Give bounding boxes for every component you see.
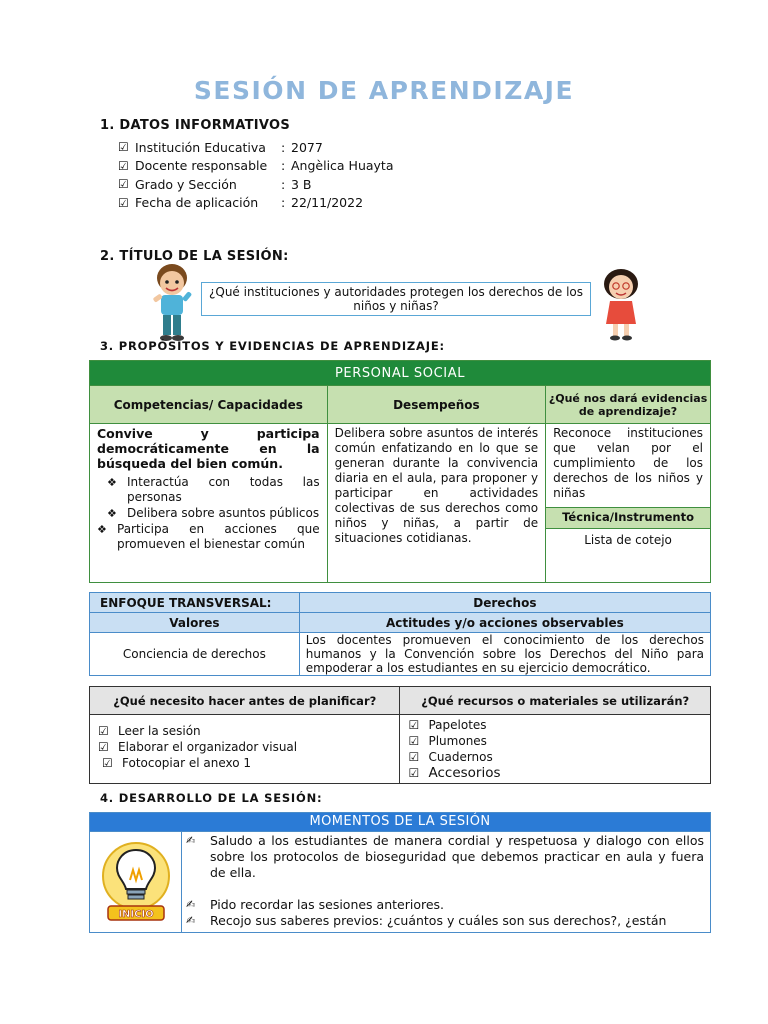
enfoque-value: Derechos: [299, 593, 710, 613]
capacidad-text: Participa en acciones que promueven el bienestar común: [117, 522, 320, 551]
tecnica-value: Lista de cotejo: [584, 533, 672, 547]
evidencias-cell: [546, 424, 711, 583]
diamond-bullet-icon: ❖: [97, 523, 107, 536]
enfoque-table: [89, 592, 711, 676]
boy-illustration: [146, 262, 198, 344]
checkbox-icon: ☑: [408, 766, 420, 780]
recursos-list: [400, 715, 711, 784]
list-item-text: Leer la sesión: [118, 724, 201, 738]
list-item: [98, 755, 391, 771]
info-separator: :: [281, 195, 286, 211]
valor-cell: Conciencia de derechos: [90, 633, 300, 676]
section-datos-heading: 1. DATOS INFORMATIVOS: [100, 118, 291, 133]
diamond-bullet-icon: ❖: [107, 507, 117, 520]
competencias-cell: [90, 424, 328, 583]
list-item-text: Plumones: [428, 734, 487, 748]
list-item-text: Elaborar el organizador visual: [118, 740, 298, 754]
info-value: 3 B: [291, 176, 312, 192]
checkbox-icon: ☑: [118, 177, 129, 192]
capacidad-item: [97, 522, 320, 552]
pen-icon: ✍: [186, 898, 196, 911]
antes-list: [90, 715, 400, 784]
datos-informativos-list: [118, 138, 394, 212]
info-label: Grado y Sección: [135, 176, 237, 192]
checkbox-icon: ☑: [98, 740, 109, 754]
list-item: [408, 717, 702, 733]
planning-table: [89, 686, 711, 784]
list-item: [408, 733, 702, 749]
area-header: PERSONAL SOCIAL: [90, 361, 711, 386]
checkbox-icon: ☑: [102, 756, 113, 770]
checkbox-icon: ☑: [98, 724, 109, 738]
tecnica-label: Técnica/Instrumento: [546, 507, 710, 529]
inicio-label: INICIO: [117, 908, 154, 920]
list-item: [186, 913, 704, 929]
info-row: [118, 175, 394, 194]
list-item-text: Fotocopiar el anexo 1: [122, 756, 252, 770]
inicio-content: [182, 832, 711, 933]
section-titulo-heading: 2. TÍTULO DE LA SESIÓN:: [100, 249, 289, 264]
info-row: [118, 138, 394, 157]
col-competencias: Competencias/ Capacidades: [90, 386, 328, 424]
list-item-text: Saludo a los estudiantes de manera cordial y respetuosa y dialogo con ellos sobre los protocolos de bioseguridad que debemos practicar en aula y fuera de ella.: [210, 833, 704, 880]
capacidad-item: [97, 475, 320, 505]
girl-illustration: [596, 266, 646, 344]
col-recursos: ¿Qué recursos o materiales se utilizarán?: [400, 687, 711, 715]
info-label: Institución Educativa: [135, 139, 266, 155]
lightbulb-icon: [101, 836, 171, 926]
desempeno-cell: Delibera sobre asuntos de interés común enfatizando en lo que se generan durante la convivencia diaria en el aula, para proponer y participar en actividades colectivas de sus derechos como niños y niñas, a partir de situaciones cotidianas.: [327, 424, 545, 583]
list-item-text: Accesorios: [428, 765, 501, 781]
capacidad-text: Interactúa con todas las personas: [127, 475, 320, 504]
list-item-text: Pido recordar las sesiones anteriores.: [210, 897, 445, 912]
info-value: Angèlica Huayta: [291, 158, 394, 174]
momentos-table: [89, 812, 711, 933]
actitud-cell: Los docentes promueven el conocimiento de los derechos humanos y la Convención sobre los Derechos del Niño para empoderar a los estudiantes en su ejercicio democrático.: [299, 633, 710, 676]
inicio-cell: [90, 832, 182, 933]
propositos-table: [89, 360, 711, 583]
checkbox-icon: ☑: [118, 158, 129, 173]
pen-icon: ✍: [186, 914, 196, 927]
list-item: [186, 897, 704, 913]
checkbox-icon: ☑: [118, 140, 129, 155]
checkbox-icon: ☑: [118, 195, 129, 210]
section-desarrollo-heading: 4. DESARROLLO DE LA SESIÓN:: [100, 791, 323, 805]
list-item: [408, 765, 702, 781]
info-label: Docente responsable: [135, 158, 268, 174]
capacidad-text: Delibera sobre asuntos públicos: [127, 506, 320, 520]
document-title: SESIÓN DE APRENDIZAJE: [193, 76, 575, 105]
checkbox-icon: ☑: [408, 750, 420, 764]
list-item-text: Cuadernos: [428, 750, 493, 764]
info-value: 22/11/2022: [291, 195, 364, 211]
info-label: Fecha de aplicación: [135, 195, 259, 211]
evidencia-text: Reconoce instituciones que velan por el cumplimiento de los derechos de los niños y niñas: [553, 426, 703, 500]
info-separator: :: [281, 139, 286, 155]
info-value: 2077: [291, 139, 323, 155]
session-title-box: ¿Qué instituciones y autoridades protegen los derechos de los niños y niñas?: [201, 282, 591, 316]
info-separator: :: [281, 176, 286, 192]
col-valores: Valores: [90, 613, 300, 633]
capacidad-item: [97, 506, 320, 521]
col-desempenos: Desempeños: [327, 386, 545, 424]
list-item: [98, 739, 391, 755]
section-propositos-heading: 3. PROPÓSITOS Y EVIDENCIAS DE APRENDIZAJE:: [100, 339, 445, 353]
momentos-header: MOMENTOS DE LA SESIÓN: [90, 813, 711, 832]
info-row: [118, 194, 394, 213]
info-separator: :: [281, 158, 286, 174]
checkbox-icon: ☑: [408, 734, 420, 748]
list-item: [98, 723, 391, 739]
list-item: [186, 833, 704, 881]
list-item-text: Papelotes: [428, 718, 487, 732]
col-actitudes: Actitudes y/o acciones observables: [299, 613, 710, 633]
pen-icon: ✍: [186, 834, 196, 847]
col-antes-planificar: ¿Qué necesito hacer antes de planificar?: [90, 687, 400, 715]
enfoque-label: ENFOQUE TRANSVERSAL:: [90, 593, 300, 613]
list-item-text: Recojo sus saberes previos: ¿cuántos y cuáles son sus derechos?, ¿están: [210, 913, 667, 928]
competencia-text: Convive y participa democráticamente en la búsqueda del bien común.: [97, 426, 320, 471]
info-row: [118, 157, 394, 176]
list-item: [408, 749, 702, 765]
col-evidencias: ¿Qué nos dará evidencias de aprendizaje?: [546, 386, 711, 424]
checkbox-icon: ☑: [408, 718, 420, 732]
diamond-bullet-icon: ❖: [107, 476, 117, 489]
